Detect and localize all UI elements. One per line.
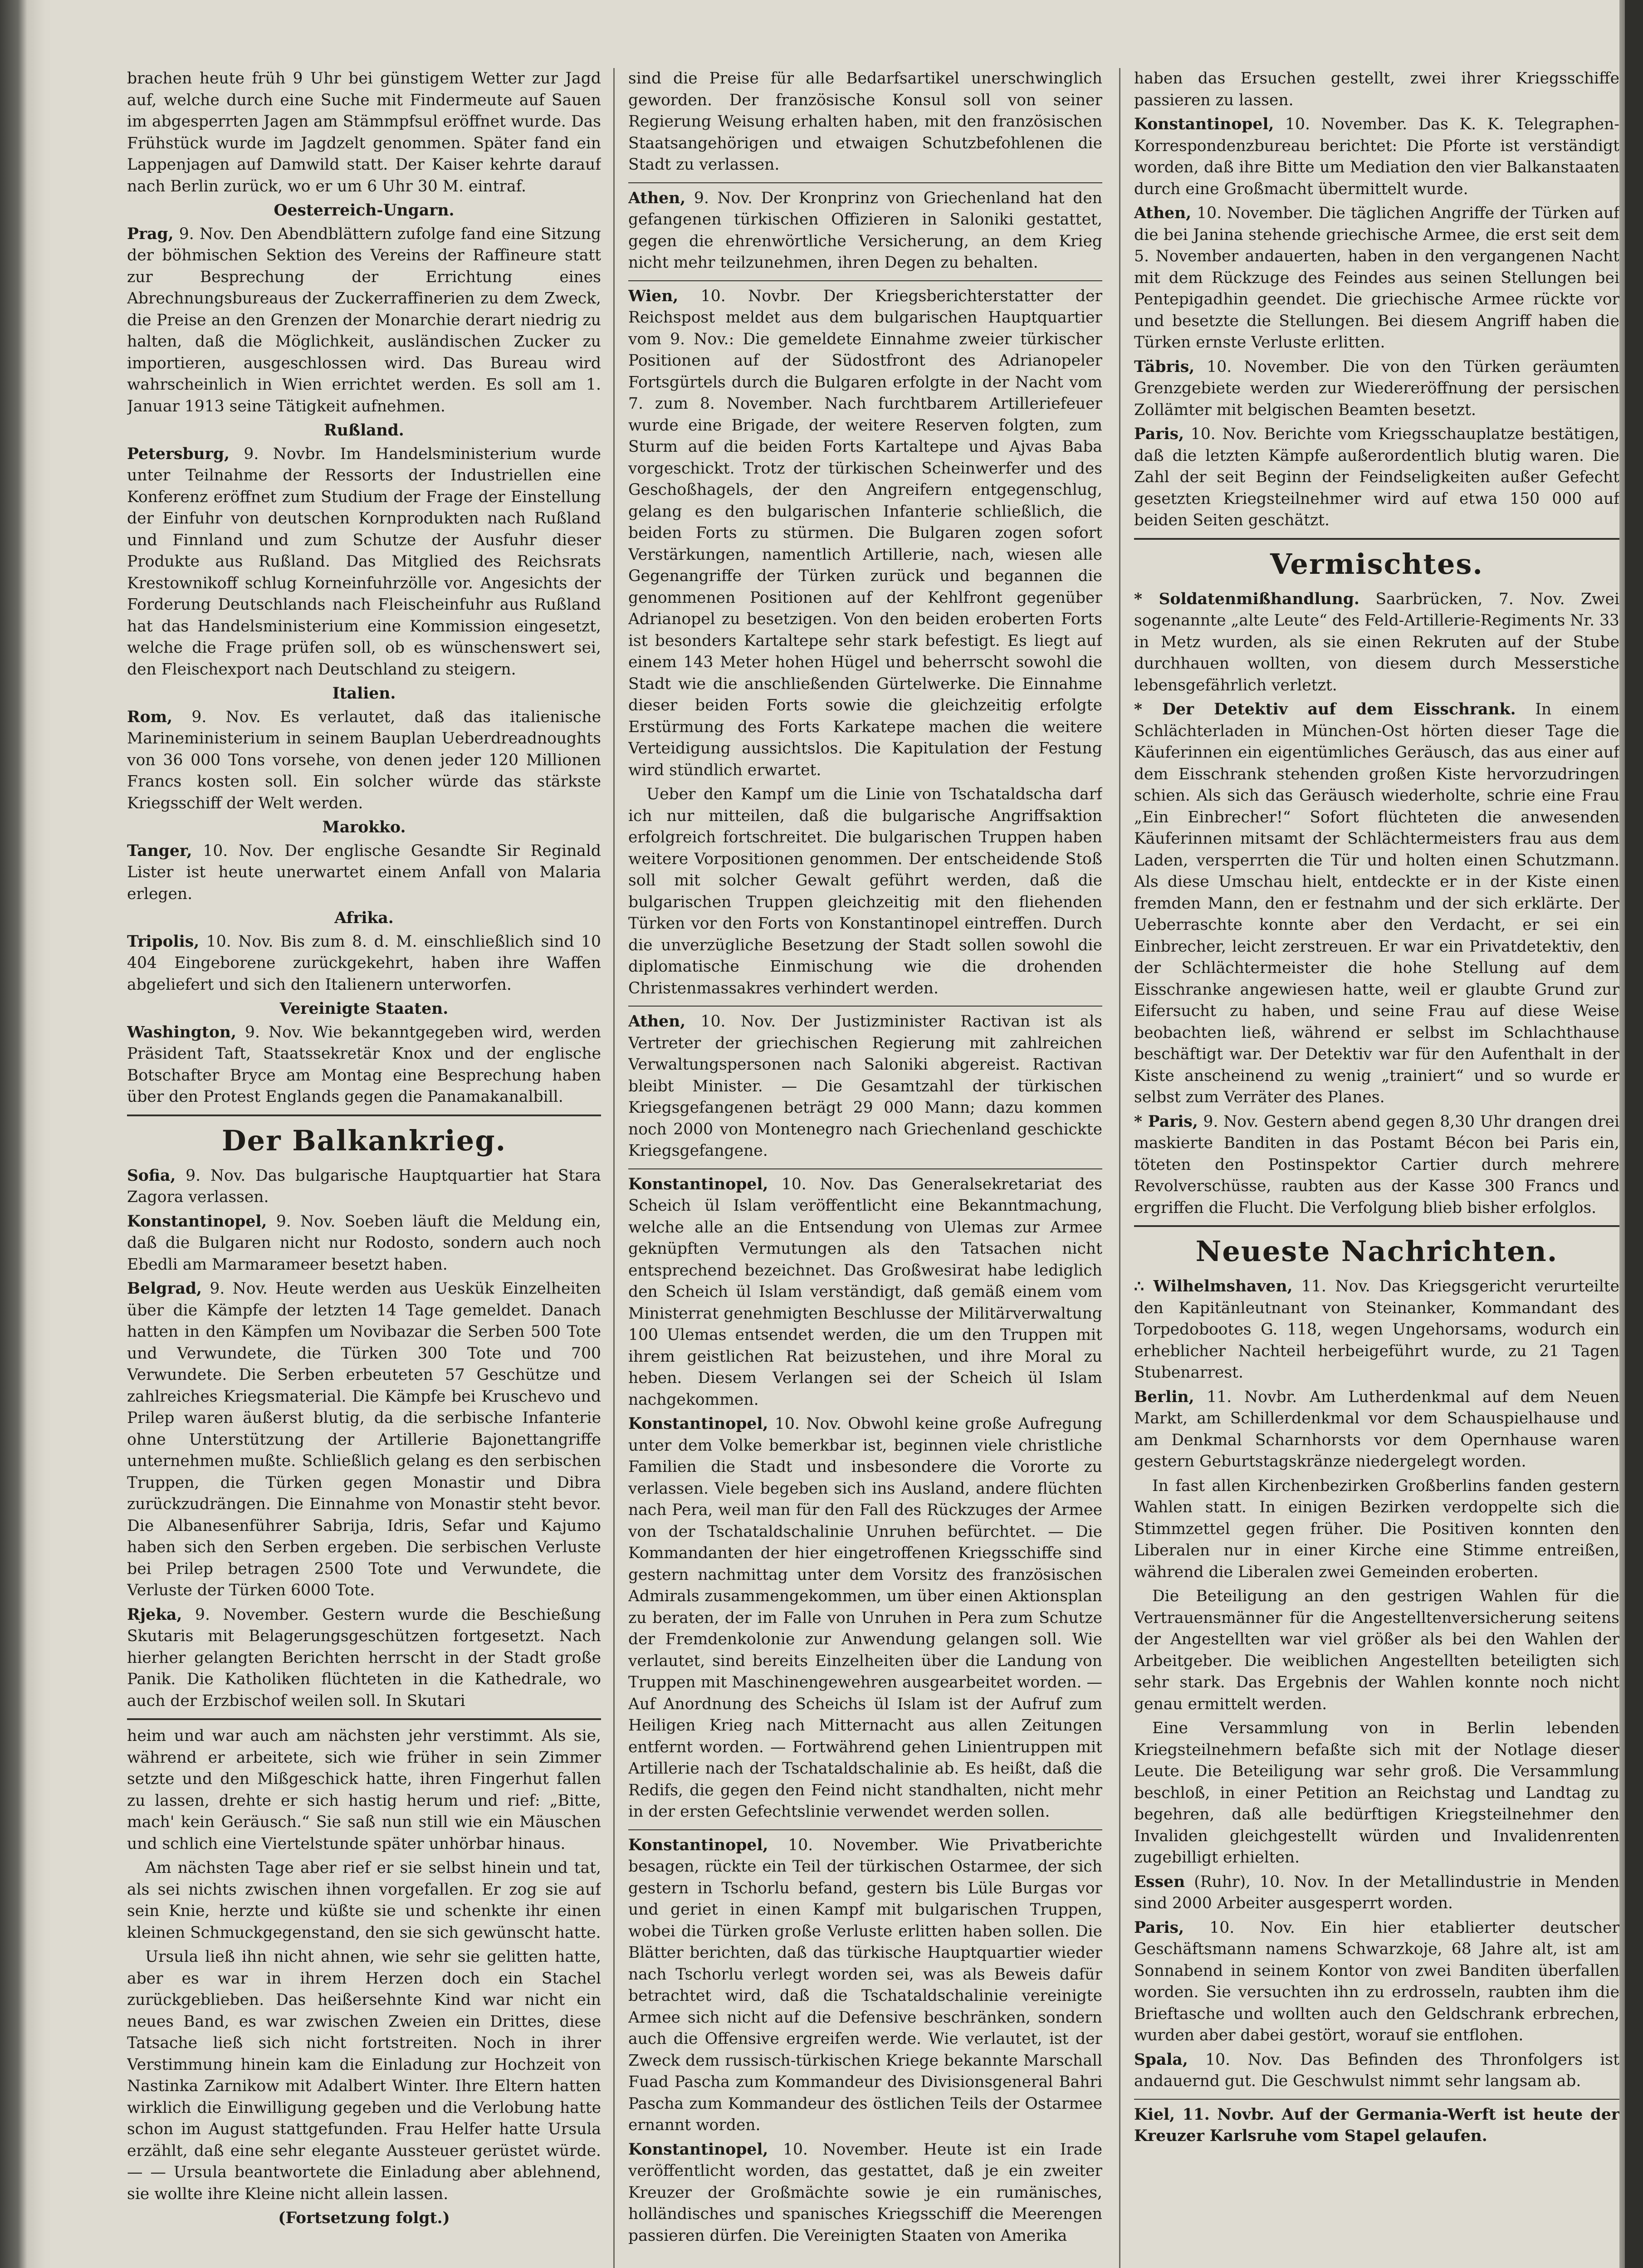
news-item xyxy=(127,1165,601,1208)
region-heading: Afrika. xyxy=(334,909,394,927)
dateline: Tripolis, xyxy=(127,932,200,951)
news-item xyxy=(127,1278,601,1602)
article-text: 9. Nov. Das bulgarische Hauptquartier hat Stara Zagora verlassen. xyxy=(127,1166,601,1206)
dateline: Spala, xyxy=(1134,2050,1188,2069)
article-text: 10. Nov. Der englische Gesandte Sir Reginald Lister ist heute unerwartet einem Anfall von Malaria erlegen. xyxy=(127,841,601,903)
article-text: 9. Nov. Gestern abend gegen 8,30 Uhr drangen drei maskierte Banditen in das Postamt Bécon bei Paris ein, töteten den Postinspektor Cartier durch mehrere Revolverschüsse, raubten aus der Kasse 300 Francs und ergriffen die Flucht. Die Verfolgung blieb bisher erfolglos. xyxy=(1134,1112,1619,1217)
article-text: 9. Novbr. Im Handelsministerium wurde unter Teilnahme der Ressorts der Industriellen eine Konferenz eröffnet zum Studium der Frage der Einstellung der Einfuhr von deutschen Kornprodukten nach Rußland und Finnland und zum Schutze der Ausfuhr dieser Produkte aus Rußland. Das Mitglied des Reichsrats Krestownikoff schlug Korneinfuhrzölle vor. Angesichts der Forderung Deutschlands nach Fleischeinfuhr aus Rußland hat das Handelsministerium eine Kommission eingesetzt, welche die Frage prüfen soll, ob es wünschenswert sei, den Fleischexport nach Deutschland zu steigern. xyxy=(127,445,601,679)
item-headline: * Der Detektiv auf dem Eisschrank. xyxy=(1134,700,1516,719)
news-item xyxy=(628,1413,1102,1823)
dateline: Konstantinopel, xyxy=(1134,115,1274,133)
dateline: Belgrad, xyxy=(127,1280,202,1298)
column-3 xyxy=(1134,68,1619,2268)
article-text: (Ruhr), 10. Nov. In der Metallindustrie in Menden sind 2000 Arbeiter ausgesperrt worden. xyxy=(1134,1872,1619,1912)
item-rule xyxy=(628,182,1102,183)
news-item xyxy=(1134,1917,1619,2047)
dateline: Sofia, xyxy=(127,1166,176,1185)
dateline: Täbris, xyxy=(1134,357,1195,376)
article-text: 9. Nov. Den Abendblättern zufolge fand eine Sitzung der böhmischen Sektion des Vereins der Raffineure statt zur Besprechung der Errichtung eines Abrechnungsbureaus der Zuckerraffinerien zu dem Zweck, die Preise an den Grenzen der Monarchie derart niedrig zu halten, daß die Möglichkeit, ausländischen Zucker zu importieren, ausgeschlossen wird. Das Bureau wird wahrscheinlich in Wien errichtet werden. Es soll am 1. Januar 1913 seine Tätigkeit aufnehmen. xyxy=(127,225,601,415)
dateline: Konstantinopel, xyxy=(628,1415,768,1433)
news-item xyxy=(628,1174,1102,1411)
section-rule xyxy=(1134,1225,1619,1227)
article-text: Eine Versammlung von in Berlin lebenden Kriegsteilnehmern befaßte sich mit der Notlage dieser Leute. Die Beteiligung war sehr groß. Die Versammlung beschloß, in einer Petition an Reichstag und Landtag zu begehren, daß alle bedürftigen Kriegsteilnehmer den Invaliden gleichgestellt würden und Invalidenrenten zugebilligt erhielten. xyxy=(1134,1719,1619,1867)
article-text: 11. Nov. Das Kriegsgericht verurteilte den Kapitänleutnant von Steinanker, Kommandant des Torpedobootes G. 118, wegen Ungehorsams, wodurch ein erheblicher Nachteil herbeigeführt wurde, zu 21 Tagen Stubenarrest. xyxy=(1134,1277,1619,1382)
news-item xyxy=(1134,589,1619,697)
item-headline: * Soldatenmißhandlung. xyxy=(1134,590,1359,608)
item-rule xyxy=(628,1829,1102,1830)
dateline: Wien, xyxy=(628,287,679,305)
late-news-item: Kiel, 11. Novbr. Auf der Germania-Werft ist heute der Kreuzer Karlsruhe vom Stapel gelaufen. xyxy=(1134,2105,1619,2145)
dateline: Berlin, xyxy=(1134,1388,1194,1406)
article-text: 10. Nov. Bis zum 8. d. M. einschließlich sind 10 404 Eingeborene zurückgekehrt, haben ihre Waffen abgeliefert und sich den Italienern unterworfen. xyxy=(127,932,601,994)
article-text: 10. Nov. Ein hier etablierter deutscher Geschäftsmann namens Schwarzkoje, 68 Jahre alt, ist am Sonnabend in seinem Kontor von zwei Banditen überfallen worden. Sie versuchten ihn zu erdrosseln, raubten ihm die Brieftasche und wollten auch den Geldschrank erbrechen, wurden aber dabei gestört, worauf sie entflohen. xyxy=(1134,1918,1619,2044)
article-text: Die Beteiligung an den gestrigen Wahlen für die Vertrauensmänner für die Angestelltenversicherung seitens der Angestellten war viel größer als bei den Wahlen der Arbeitgeber. Die weiblichen Angestellten beteiligten sich sehr stark. Das Ergebnis der Wahlen konnte noch nicht genau ermittelt werden. xyxy=(1134,1587,1619,1713)
newspaper-page xyxy=(50,0,1619,2268)
article-text: Saarbrücken, 7. Nov. Zwei sogenannte „alte Leute“ des Feld-Artillerie-Regiments Nr. 33 in Metz wurden, als sie einen Rekruten auf der Stube durchhauen wollten, von diesem durch Messerstiche lebensgefährlich verletzt. xyxy=(1134,590,1619,694)
region-heading: Italien. xyxy=(332,684,396,703)
news-item xyxy=(127,931,601,996)
section-rule xyxy=(127,1114,601,1116)
news-item xyxy=(127,707,601,815)
news-item xyxy=(628,286,1102,782)
dateline: Rom, xyxy=(127,708,173,726)
article-text: 10. November. Die von den Türken geräumten Grenzgebiete werden zur Wiedereröffnung der persischen Zollämter mit belgischen Beamten besetzt. xyxy=(1134,357,1619,419)
dateline: Rjeka, xyxy=(127,1605,182,1624)
article-text: brachen heute früh 9 Uhr bei günstigem Wetter zur Jagd auf, welche durch eine Suche mit Findermeute auf Sauen im abgesperrten Jagen am Stämmpfsul eröffnet wurde. Das Frühstück wurde im Jagdzelt genommen. Später fand ein Lappenjagen auf Damwild statt. Der Kaiser kehrte darauf nach Berlin zurück, wo er um 6 Uhr 30 M. eintraf. xyxy=(127,69,601,196)
item-rule xyxy=(628,280,1102,281)
article-text: 9. November. Gestern wurde die Beschießung Skutaris mit Belagerungsgeschützen fortgesetzt. Nach hierher gelangten Berichten herrscht in der Stadt große Panik. Die Katholiken flüchteten in die Kathedrale, wo auch der Erzbischof weilen soll. In Skutari xyxy=(127,1605,601,1710)
continuation-note xyxy=(127,2208,601,2229)
column-1 xyxy=(127,68,601,2268)
dateline: Konstantinopel, xyxy=(628,2140,768,2159)
serial-story-text: heim und war auch am nächsten jehr verstimmt. Als sie, während er arbeitete, sich wie früher in sein Zimmer setzte und den Mißgeschick hatte, ihren Fingerhut fallen zu lassen, drehte er sich hastig herum und rief: „Bitte, mach' kein Geräusch.“ Sie saß nun still wie ein Mäuschen und schlich eine Viertelstunde später unhörbar hinaus. xyxy=(127,1727,601,1853)
dateline: Washington, xyxy=(127,1023,236,1041)
region-heading: Vereinigte Staaten. xyxy=(279,1000,449,1018)
article-text: Ueber den Kampf um die Linie von Tschataldscha darf ich nur mitteilen, daß die bulgarische Angriffsaktion erfolgreich fortschreitet. Die bulgarischen Truppen haben weitere Vorpositionen genommen. Der entscheidende Stoß soll mit solcher Gewalt geführt werden, daß die bulgarischen Truppen gleichzeitig mit den fliehenden Türken vor den Forts von Konstantinopel eintreffen. Durch die unverzügliche Besetzung der Stadt sollen sowohl die diplomatische Einmischung wie die drohenden Christenmassakres verhindert werden. xyxy=(628,785,1102,997)
section-rule xyxy=(1134,538,1619,540)
article-text: In einem Schlächterladen in München-Ost hörten dieser Tage die Käuferinnen ein eigentümliches Geräusch, das aus einer auf dem Eisschrank stehenden großen Kiste hervorzudringen schien. Als sich das Geräusch wiederholte, schrie eine Frau „Ein Einbrecher!“ Sofort flüchteten die anwesenden Käuferinnen mitsamt der Schlächtermeisters frau aus dem Laden, versperrten die Tür und holten einen Schutzmann. Als diese Umschau hielt, entdeckte er in der Kiste einen fremden Mann, den er festnahm und der sich erklärte. Der Ueberraschte konnte aber den Verdacht, er sei ein Einbrecher, leicht zerstreuen. Er war ein Privatdetektiv, den der Schlächtermeister die hohe Stellung auf dem Eisschranke angewiesen hatte, weil er glaubte Grund zur Eifersucht zu haben, und seine Frau auf diese Weise beobachten ließ, während er selbst im Schlachthause beschäftigt war. Der Detektiv war für den Aufenthalt in der Kiste anscheinend zu wenig „trainiert“ und so wurde er selbst zum Verräter des Planes. xyxy=(1134,700,1619,1106)
dateline: Paris, xyxy=(1134,425,1184,443)
article-text: 10. November. Heute ist ein Irade veröffentlicht worden, das gestattet, daß je ein zweiter Kreuzer der Großmächte sowie je ein rumänisches, holländisches und spanisches Kriegsschiff die Meerengen passieren dürfen. Die Vereinigten Staaten von Amerika xyxy=(628,2140,1102,2245)
article-text: 10. Nov. Berichte vom Kriegsschauplatze bestätigen, daß die letzten Kämpfe außerordentlich blutig waren. Die Zahl der seit Beginn der Feindseligkeiten außer Gefecht gesetzten Kriegsteilnehmer wird auf etwa 150 000 auf beiden Seiten geschätzt. xyxy=(1134,425,1619,529)
news-item xyxy=(127,1211,601,1276)
article-text: 10. November. Wie Privatberichte besagen, rückte ein Teil der türkischen Ostarmee, der sich gestern in Tschorlu befand, gestern bis Lüle Burgas vor und geriet in einen Kampf mit bulgarischen Truppen, wobei die Türken große Verluste erlitten haben sollen. Die Blätter berichten, daß das türkische Hauptquartier wieder nach Tschorlu verlegt worden sei, was als Beweis dafür betrachtet wird, daß die Tschataldschalinie vereinigte Armee sich nicht auf die Defensive beschränken, sondern auch die Offensive ergreifen werde. Wie verlautet, ist der Zweck dem russisch-türkischen Kriege bekannte Marschall Fuad Pascha zum Kommandeur des Divisionsgeneral Bahri Pascha zum Kommandeur des östlichen Teils der Ostarmee ernannt worden. xyxy=(628,1836,1102,2134)
news-item xyxy=(1134,424,1619,532)
article-text: 10. Nov. Der Justizminister Ractivan ist als Vertreter der griechischen Regierung mit zahlreichen Verwaltungspersonen nach Saloniki abgereist. Ractivan bleibt Minister. — Die Gesamtzahl der türkischen Kriegsgefangenen beträgt 29 000 Mann; dazu kommen noch 2000 von Montenegro nach Griechenland geschickte Kriegsgefangene. xyxy=(628,1012,1102,1160)
news-item xyxy=(628,2139,1102,2247)
article-text: 9. Nov. Wie bekanntgegeben wird, werden Präsident Taft, Staatssekretär Knox und der englische Botschafter Bryce am Montag eine Besprechung haben über den Protest Englands gegen die Panamakanalbill. xyxy=(127,1023,601,1106)
news-item xyxy=(628,188,1102,274)
serial-story-text: Am nächsten Tage aber rief er sie selbst hinein und tat, als sei nichts zwischen ihnen vorgefallen. Er zog sie auf sein Knie, herzte und küßte sie und schenkte ihr einen kleinen Schmuckgegenstand, den sie sich gewünscht hatte. xyxy=(127,1859,601,1942)
article-text: 10. Nov. Das Befinden des Thronfolgers ist andauernd gut. Die Geschwulst nimmt sehr langsam ab. xyxy=(1134,2050,1619,2090)
news-item xyxy=(628,1835,1102,2136)
column-2 xyxy=(628,68,1102,2268)
dateline: Konstantinopel, xyxy=(127,1212,267,1231)
article-text: 11. Novbr. Am Lutherdenkmal auf dem Neuen Markt, am Schillerdenkmal vor dem Schauspielhause und am Denkmal Scharnhorsts vor dem Opernhause waren gestern Geburtstagskränze niedergelegt worden. xyxy=(1134,1388,1619,1471)
dateline: Athen, xyxy=(628,1012,686,1031)
item-headline: * Paris, xyxy=(1134,1112,1198,1131)
news-item xyxy=(127,841,601,905)
dateline: Konstantinopel, xyxy=(628,1836,768,1854)
news-item xyxy=(1134,357,1619,421)
news-item xyxy=(628,1011,1102,1162)
article-text: sind die Preise für alle Bedarfsartikel unerschwinglich geworden. Der französische Konsul soll von seiner Regierung Weisung erhalten haben, mit den französischen Staatsangehörigen und etwaigen Schutzbefohlenen die Stadt zu verlassen. xyxy=(628,69,1102,174)
article-text: 9. Nov. Soeben läuft die Meldung ein, daß die Bulgaren nicht nur Rodosto, sondern auch noch Ebedli am Marmarameer besetzt haben. xyxy=(127,1212,601,1274)
news-item xyxy=(1134,1111,1619,1219)
dateline: Paris, xyxy=(1134,1918,1184,1937)
dateline: Athen, xyxy=(1134,204,1192,222)
article-text: 10. Nov. Das Generalsekretariat des Scheich ül Islam veröffentlicht eine Bekanntmachung, welche alle an die Entsendung von Ulemas zur Armee geknüpften Vermutungen als den Tatsachen nicht entsprechend bezeichnet. Das Großwesirat habe lediglich den Scheich ül Islam verständigt, daß gemäß einem vom Ministerrat genehmigten Beschlusse der Militärverwaltung 100 Ulemas entsendet werden, die um den Truppen mit ihrem geistlichen Rat beizustehen, und ihre Moral zu heben. Diesem Verlangen sei der Scheich ül Islam nachgekommen. xyxy=(628,1175,1102,1409)
section-title-balkankrieg: Der Balkankrieg. xyxy=(221,1124,507,1157)
feuilleton-rule xyxy=(127,1718,601,1720)
article-text: haben das Ersuchen gestellt, zwei ihrer Kriegsschiffe passieren zu lassen. xyxy=(1134,69,1619,109)
article-text: In fast allen Kirchenbezirken Großberlins fanden gestern Wahlen statt. In einigen Bezirken verdoppelte sich die Stimmzettel gegen früher. Die Positiven konnten den Liberalen nur in einer Kirche eine Stimme entreißen, während die Liberalen zwei Gemeinden eroberten. xyxy=(1134,1476,1619,1581)
news-item xyxy=(127,1022,601,1108)
column-rule xyxy=(613,68,615,2268)
region-heading: Marokko. xyxy=(322,818,406,836)
section-title-vermischtes: Vermischtes. xyxy=(1270,547,1483,581)
article-text: 10. Novbr. Der Kriegsberichterstatter der Reichspost meldet aus dem bulgarischen Hauptquartier vom 9. Nov.: Die gemeldete Einnahme zweier türkischer Positionen auf der Südostfront des Adrianopeler Fortsgürtels durch die Bulgaren erfolgte in der Nacht vom 7. zum 8. November. Nach furchtbarem Artilleriefeuer wurde eine Brigade, der weitere Reserven folgten, zum Sturm auf die beiden Forts Kartaltepe und Ajvas Baba vorgeschickt. Trotz der türkischen Scheinwerfer und des Geschoßhagels, der den Angreifern entgegenschlug, gelang es den bulgarischen Infanterie schließlich, die beiden Forts zu stürmen. Die Bulgaren zogen sofort Verstärkungen, namentlich Artillerie, nach, wiesen alle Gegenangriffe der Türken zurück und begannen die genommenen Positionen auf der Kehlfront gegenüber Adrianopel zu besetzigen. Von den beiden eroberten Forts ist besonders Kartaltepe sehr stark befestigt. Es liegt auf einem 143 Meter hohen Hügel und beherrscht sowohl die Stadt wie die anschließenden Gürtelwerke. Die Einnahme dieser beiden Forts sowie die gleichzeitig erfolgte Erstürmung des Forts Karkatepe machen die weitere Verteidigung aussichtslos. Die Kapitulation der Festung wird stündlich erwartet. xyxy=(628,287,1102,779)
news-item xyxy=(1134,114,1619,200)
serial-story-text: Ursula ließ ihn nicht ahnen, wie sehr sie gelitten hatte, aber es war in ihrem Herzen doch ein Stachel zurückgeblieben. Das heißersehnte Kind war nicht ein neues Band, es war zwischen Zweien ein Drittes, diese Tatsache ließ sich nicht fortstreiten. Noch in ihrer Verstimmung hinein kam die Einladung zur Hochzeit von Nastinka Zarnikow mit Adalbert Winter. Ihre Eltern hatten wirklich die Einwilligung gegeben und die Verlobung hatte schon im August stattgefunden. Frau Helfer hatte Ursula erzählt, daß eine sehr elegante Aussteuer gerüstet würde. — — Ursula beantwortete die Einladung aber ablehnend, sie wollte ihre Kleine nicht allein lassen. xyxy=(127,1948,601,2203)
item-rule xyxy=(628,1006,1102,1007)
news-item xyxy=(1134,699,1619,1109)
dateline: Petersburg, xyxy=(127,445,230,463)
dateline: Konstantinopel, xyxy=(628,1175,768,1193)
page-edge-shadow xyxy=(1625,0,1643,2268)
item-rule xyxy=(1134,2099,1619,2100)
region-heading: Oesterreich-Ungarn. xyxy=(274,201,455,220)
item-rule xyxy=(628,1168,1102,1169)
article-text: 10. Nov. Obwohl keine große Aufregung unter dem Volke bemerkbar ist, beginnen viele christliche Familien die Stadt und insbesondere die Vororte zu verlassen. Viele begeben sich ins Ausland, andere flüchten nach Pera, weil man für den Fall des Rückzuges der Armee von der Tschataldschalinie Unruhen befürchtet. — Die Kommandanten der hier eingetroffenen Kriegsschiffe sind gestern nachmittag unter dem Vorsitz des französischen Admirals zusammengekommen, um über einen Aktionsplan zu beraten, der im Falle von Unruhen in Pera zum Schutze der Fremdenkolonie zur Anwendung gelangen soll. Wie verlautet, sind bereits Einzelheiten über die Landung von Truppen mit Maschinengewehren ausgearbeitet worden. — Auf Anordnung des Scheichs ül Islam ist der Aufruf zum Heiligen Krieg nach Mitternacht aus allen Zeitungen entfernt worden. — Fortwährend gehen Linientruppen mit Artillerie nach der Tschataldschalinie ab. Es heißt, daß die Redifs, die gegen den Feind nicht standhalten, nicht mehr in der ersten Gefechtslinie verwendet werden sollen. xyxy=(628,1415,1102,1821)
news-item xyxy=(127,444,601,681)
article-text: 9. Nov. Es verlautet, daß das italienische Marineministerium in seinem Bauplan Ueberdreadnoughts von 36 000 Tons vorsehe, von denen jeder 120 Millionen Francs kosten soll. Ein solcher würde das stärkste Kriegsschiff der Welt werden. xyxy=(127,708,601,812)
dateline: Athen, xyxy=(628,189,686,207)
article-text: 9. Nov. Heute werden aus Ueskük Einzelheiten über die Kämpfe der letzten 14 Tage gemeldet. Danach hatten in den Kämpfen um Novibazar die Serben 500 Tote und Verwundete, die Türken 300 Tote und 700 Verwundete. Die Serben erbeuteten 57 Geschütze und zahlreiches Kriegsmaterial. Die Kämpfe bei Kruschevo und Prilep waren äußerst blutig, da die serbische Infanterie ohne Unterstützung der Artillerie Bajonettangriffe unternehmen mußte. Schließlich gelang es den serbischen Truppen, die Türken gegen Monastir und Dibra zurückzudrängen. Die Einnahme von Monastir steht bevor. Die Albanesenführer Sabrija, Idris, Sefar und Kajumo haben sich den Serben ergeben. Die serbischen Verluste bei Prilep betragen 2500 Tote und Verwundete, die Verluste der Türken 6000 Tote. xyxy=(127,1280,601,1599)
news-item xyxy=(1134,1872,1619,1915)
article-text: 9. Nov. Der Kronprinz von Griechenland hat den gefangenen türkischen Offizieren in Saloniki gestattet, gegen die ehrenwörtliche Versicherung, an dem Krieg nicht mehr teilzunehmen, ihren Degen zu behalten. xyxy=(628,189,1102,272)
article-text: 10. November. Das K. K. Telegraphen-Korrespondenzbureau berichtet: Die Pforte ist verständigt worden, daß ihre Bitte um Mediation den vier Balkanstaaten durch eine Großmacht übermittelt wurde. xyxy=(1134,115,1619,198)
dateline: Tanger, xyxy=(127,841,192,860)
news-item xyxy=(1134,2049,1619,2092)
news-item xyxy=(127,224,601,418)
news-item xyxy=(127,1604,601,1712)
news-item xyxy=(1134,1387,1619,1473)
news-item xyxy=(1134,1276,1619,1384)
dateline: Prag, xyxy=(127,225,174,243)
news-item xyxy=(1134,203,1619,354)
article-text: 10. November. Die täglichen Angriffe der Türken auf die bei Janina stehende griechische Armee, die erst seit dem 5. November andauerten, haben in den vergangenen Nacht mit dem Rückzuge des Feindes aus seinen Stellungen bei Pentepigadhin geendet. Die griechische Armee rückte vor und besetzte die Stellungen. Bei diesem Angriff haben die Türken ernste Verluste erlitten. xyxy=(1134,204,1619,352)
dateline: Essen xyxy=(1134,1872,1185,1891)
column-rule xyxy=(1119,68,1120,2268)
section-title-neueste-nachrichten: Neueste Nachrichten. xyxy=(1195,1235,1558,1268)
dateline: ∴ Wilhelmshaven, xyxy=(1134,1277,1293,1295)
region-heading: Rußland. xyxy=(324,421,404,440)
continuation-label: (Fortsetzung folgt.) xyxy=(278,2209,450,2227)
